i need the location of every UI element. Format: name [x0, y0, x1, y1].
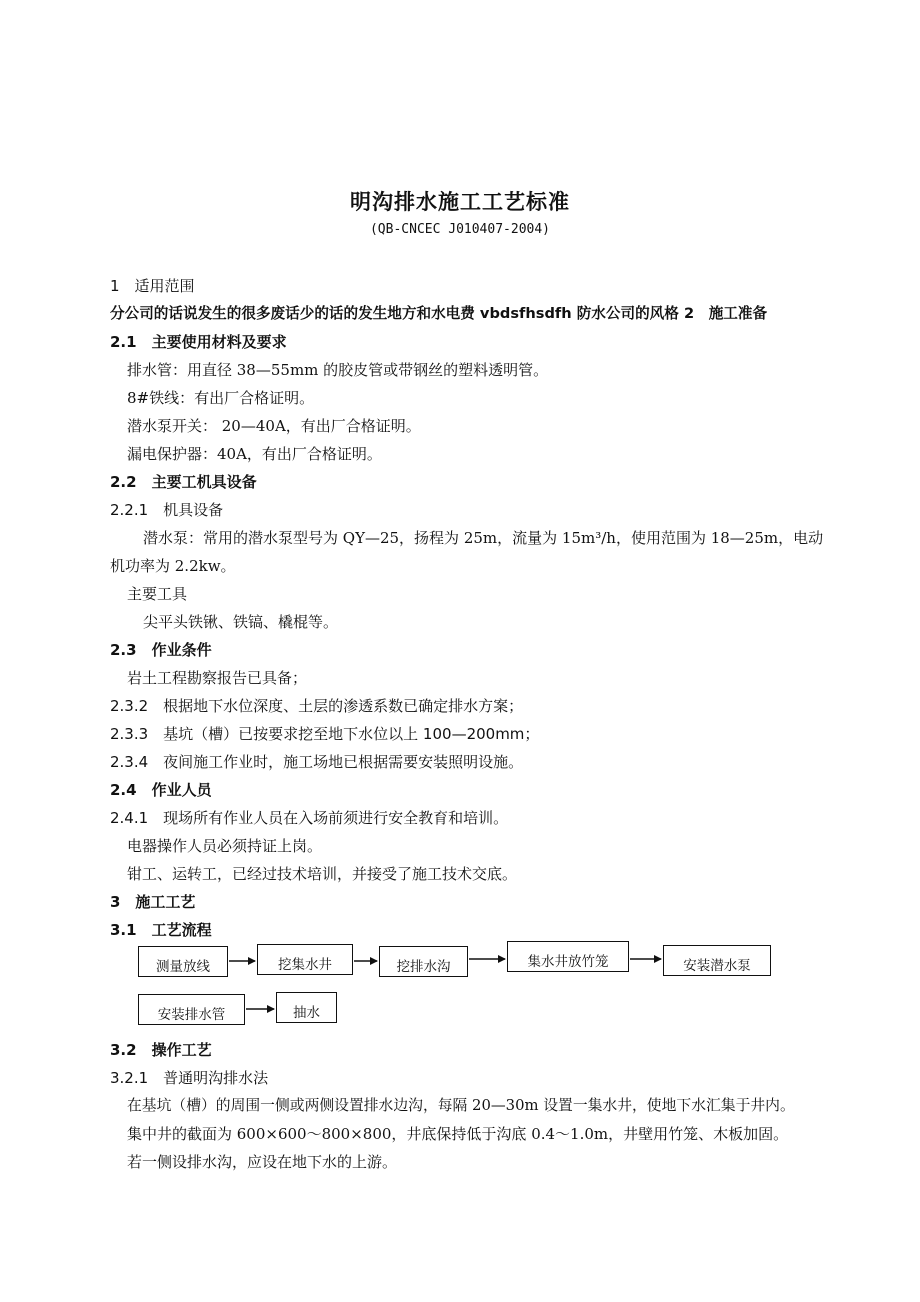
- flow-step-label: 抽水: [293, 1005, 320, 1021]
- section-1-heading: 1 适用范围: [110, 277, 195, 295]
- flow-step-label: 安装潜水泵: [683, 958, 751, 974]
- section-2-4-heading: 2.4 作业人员: [110, 781, 212, 799]
- flow-step-label: 集水井放竹笼: [527, 954, 609, 970]
- text-line: 机功率为 2.2kw。: [110, 557, 236, 575]
- text-line: 2.3.2 根据地下水位深度、土层的渗透系数已确定排水方案；: [110, 697, 524, 715]
- text-line: 集中井的截面为 600×600～800×800，井底保持低于沟底 0.4～1.0m，井壁用竹笼、木板加固。: [127, 1125, 789, 1143]
- flow-step-box: [379, 946, 468, 977]
- text-line: 电器操作人员必须持证上岗。: [127, 837, 323, 855]
- section-3-2-heading: 3.2 操作工艺: [110, 1041, 212, 1059]
- text-line: 排水管：用直径 38—55mm 的胶皮管或带钢丝的塑料透明管。: [127, 361, 549, 379]
- flow-step-box: [276, 992, 337, 1023]
- flow-step-box: [138, 994, 245, 1025]
- flow-step-label: 挖集水井: [278, 957, 332, 973]
- flow-step-box: [507, 941, 629, 972]
- section-2-3-heading: 2.3 作业条件: [110, 641, 212, 659]
- section-3-2-1-heading: 3.2.1 普通明沟排水法: [110, 1069, 269, 1087]
- text-line: 2.4.1 现场所有作业人员在入场前须进行安全教育和培训。: [110, 809, 509, 827]
- document-title: 明沟排水施工工艺标准: [350, 190, 570, 214]
- text-line: 主要工具: [127, 585, 188, 603]
- section-2-2-1-heading: 2.2.1 机具设备: [110, 501, 224, 519]
- paragraph-line: 分公司的话说发生的很多废话少的话的发生地方和水电费 vbdsfhsdfh 防水公司的风格 2 施工准备: [110, 305, 768, 322]
- flow-step-box: [663, 945, 771, 976]
- text-line: 在基坑（槽）的周围一侧或两侧设置排水边沟，每隔 20—30m 设置一集水井，使地下水汇集于井内。: [127, 1097, 795, 1114]
- section-3-heading: 3 施工工艺: [110, 893, 196, 911]
- section-3-1-heading: 3.1 工艺流程: [110, 921, 212, 939]
- flow-step-label: 安装排水管: [157, 1007, 226, 1023]
- text-line: 若一侧设排水沟，应设在地下水的上游。: [127, 1153, 398, 1171]
- text-line: 8#铁线：有出厂合格证明。: [127, 389, 315, 407]
- flow-step-label: 挖排水沟: [396, 959, 451, 975]
- text-line: 岩土工程勘察报告已具备；: [127, 669, 308, 687]
- flow-step-label: 测量放线: [156, 959, 210, 975]
- text-line: 潜水泵开关： 20—40A，有出厂合格证明。: [127, 417, 421, 435]
- section-2-1-heading: 2.1 主要使用材料及要求: [110, 333, 287, 351]
- document-code: (QB-CNCEC J010407-2004): [369, 222, 550, 237]
- section-2-2-heading: 2.2 主要工机具设备: [110, 473, 257, 491]
- flow-step-box: [257, 944, 353, 975]
- text-line: 尖平头铁锹、铁镐、橇棍等。: [143, 613, 339, 631]
- text-line: 2.3.4 夜间施工作业时，施工场地已根据需要安装照明设施。: [110, 753, 524, 771]
- text-line: 漏电保护器：40A，有出厂合格证明。: [127, 445, 382, 463]
- text-line: 钳工、运转工，已经过技术培训，并接受了施工技术交底。: [127, 865, 518, 883]
- flow-step-box: [138, 946, 228, 977]
- text-line: 潜水泵：常用的潜水泵型号为 QY—25，扬程为 25m，流量为 15m³/h，使用范围为 18—25m，电动: [143, 529, 824, 547]
- text-line: 2.3.3 基坑（槽）已按要求挖至地下水位以上 100—200mm；: [110, 725, 540, 743]
